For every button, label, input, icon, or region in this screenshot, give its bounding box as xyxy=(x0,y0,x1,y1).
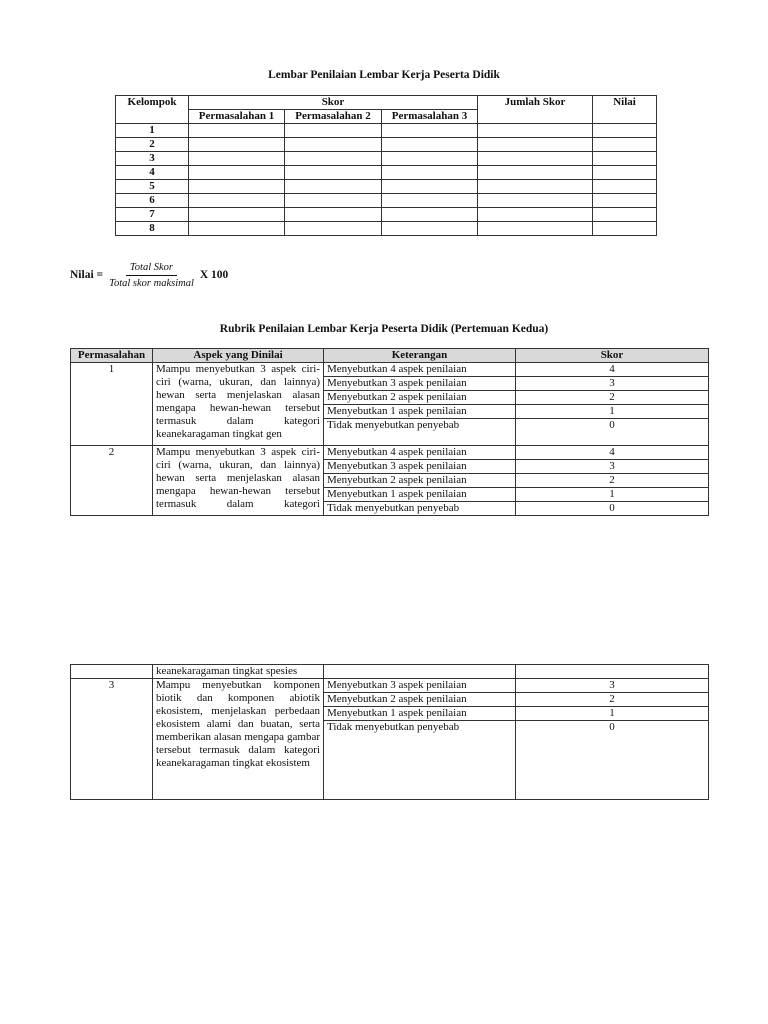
header-skor: Skor xyxy=(189,96,478,110)
score-cell[interactable] xyxy=(285,180,382,194)
header-kelompok: Kelompok xyxy=(116,96,189,124)
rubric-table xyxy=(70,348,709,516)
criteria-text: Menyebutkan 3 aspek penilaian xyxy=(324,460,516,474)
header-aspek: Aspek yang Dinilai xyxy=(153,349,324,363)
score-cell[interactable] xyxy=(189,152,285,166)
score-value: 3 xyxy=(516,460,709,474)
criteria-text: Menyebutkan 2 aspek penilaian xyxy=(324,391,516,405)
group-number: 4 xyxy=(116,166,189,180)
formula-denominator: Total skor maksimal xyxy=(109,277,194,289)
score-cell[interactable] xyxy=(189,138,285,152)
aspect-description: Mampu menyebutkan 3 aspek ciri-ciri (warna, ukuran, dan lainnya) hewan serta menjelaskan alasan mengapa hewan-hewan tersebut termasuk dalam kategori keanekaragaman tingkat gen xyxy=(153,363,324,446)
criteria-text: Tidak menyebutkan penyebab xyxy=(324,502,516,516)
table-row xyxy=(116,152,657,166)
score-value: 1 xyxy=(516,707,709,721)
group-number: 8 xyxy=(116,222,189,236)
table-row xyxy=(116,222,657,236)
criteria-text: Menyebutkan 3 aspek penilaian xyxy=(324,377,516,391)
problem-number: 2 xyxy=(71,446,153,516)
criteria-text: Menyebutkan 2 aspek penilaian xyxy=(324,474,516,488)
score-cell[interactable] xyxy=(285,208,382,222)
criteria-text: Tidak menyebutkan penyebab xyxy=(324,419,516,446)
grade-cell[interactable] xyxy=(593,208,657,222)
score-cell[interactable] xyxy=(382,138,478,152)
header-nilai: Nilai xyxy=(593,96,657,124)
table-row xyxy=(71,665,709,679)
score-value: 1 xyxy=(516,488,709,502)
score-cell[interactable] xyxy=(189,124,285,138)
score-cell[interactable] xyxy=(189,180,285,194)
aspect-description: Mampu menyebutkan komponen biotik dan komponen abiotik ekosistem, menjelaskan perbedaan ekosistem alami dan buatan, serta memberikan alasan mengapa gambar tersebut termasuk dalam kategori keanekaragaman tingkat ekosistem xyxy=(153,679,324,800)
table-row xyxy=(71,446,709,460)
score-cell[interactable] xyxy=(285,222,382,236)
total-cell[interactable] xyxy=(478,138,593,152)
table-row xyxy=(71,363,709,377)
header-keterangan: Keterangan xyxy=(324,349,516,363)
rubric-title: Rubrik Penilaian Lembar Kerja Peserta Didik (Pertemuan Kedua) xyxy=(219,323,549,335)
group-number: 7 xyxy=(116,208,189,222)
score-cell[interactable] xyxy=(382,208,478,222)
table-row xyxy=(116,180,657,194)
table-row xyxy=(71,679,709,693)
problem-number: 1 xyxy=(71,363,153,446)
grade-formula xyxy=(70,258,228,292)
score-cell[interactable] xyxy=(189,208,285,222)
group-number: 2 xyxy=(116,138,189,152)
score-table xyxy=(115,95,657,236)
group-number: 5 xyxy=(116,180,189,194)
criteria-text: Menyebutkan 1 aspek penilaian xyxy=(324,488,516,502)
table-row xyxy=(116,124,657,138)
total-cell[interactable] xyxy=(478,124,593,138)
formula-lhs: Nilai = xyxy=(70,269,104,281)
score-cell[interactable] xyxy=(189,166,285,180)
total-cell[interactable] xyxy=(478,152,593,166)
total-cell[interactable] xyxy=(478,194,593,208)
header-permasalahan-1: Permasalahan 1 xyxy=(189,110,285,124)
score-value: 2 xyxy=(516,693,709,707)
grade-cell[interactable] xyxy=(593,152,657,166)
grade-cell[interactable] xyxy=(593,180,657,194)
header-permasalahan: Permasalahan xyxy=(71,349,153,363)
score-cell[interactable] xyxy=(382,124,478,138)
header-jumlah-skor: Jumlah Skor xyxy=(478,96,593,124)
table-row xyxy=(116,194,657,208)
formula-fraction xyxy=(107,261,196,290)
total-cell[interactable] xyxy=(478,222,593,236)
score-cell[interactable] xyxy=(285,194,382,208)
score-cell[interactable] xyxy=(382,166,478,180)
score-cell[interactable] xyxy=(189,194,285,208)
table-row xyxy=(116,138,657,152)
score-value: 2 xyxy=(516,391,709,405)
aspect-description: Mampu menyebutkan 3 aspek ciri-ciri (warna, ukuran, dan lainnya) hewan serta menjelaskan alasan mengapa hewan-hewan tersebut termasuk dalam kategori xyxy=(153,446,324,516)
criteria-text: Menyebutkan 3 aspek penilaian xyxy=(324,679,516,693)
score-value: 0 xyxy=(516,721,709,800)
score-sheet-title: Lembar Penilaian Lembar Kerja Peserta Didik xyxy=(268,69,500,81)
group-number: 3 xyxy=(116,152,189,166)
score-value: 0 xyxy=(516,419,709,446)
score-value xyxy=(516,665,709,679)
score-value: 4 xyxy=(516,446,709,460)
table-row xyxy=(116,208,657,222)
criteria-text: Menyebutkan 1 aspek penilaian xyxy=(324,707,516,721)
score-cell[interactable] xyxy=(189,222,285,236)
score-cell[interactable] xyxy=(285,166,382,180)
grade-cell[interactable] xyxy=(593,166,657,180)
table-row xyxy=(116,166,657,180)
group-number: 1 xyxy=(116,124,189,138)
grade-cell[interactable] xyxy=(593,124,657,138)
grade-cell[interactable] xyxy=(593,222,657,236)
score-value: 3 xyxy=(516,377,709,391)
aspect-description-continued: keanekaragaman tingkat spesies xyxy=(153,665,324,679)
header-skor: Skor xyxy=(516,349,709,363)
score-cell[interactable] xyxy=(285,138,382,152)
total-cell[interactable] xyxy=(478,208,593,222)
formula-numerator: Total Skor xyxy=(126,261,177,276)
criteria-text: Menyebutkan 4 aspek penilaian xyxy=(324,446,516,460)
header-permasalahan-2: Permasalahan 2 xyxy=(285,110,382,124)
criteria-text: Menyebutkan 2 aspek penilaian xyxy=(324,693,516,707)
criteria-text: Menyebutkan 1 aspek penilaian xyxy=(324,405,516,419)
score-value: 0 xyxy=(516,502,709,516)
group-number: 6 xyxy=(116,194,189,208)
score-cell[interactable] xyxy=(285,124,382,138)
formula-multiplier: X 100 xyxy=(199,269,229,281)
score-value: 2 xyxy=(516,474,709,488)
total-cell[interactable] xyxy=(478,166,593,180)
header-permasalahan-3: Permasalahan 3 xyxy=(382,110,478,124)
total-cell[interactable] xyxy=(478,180,593,194)
score-value: 4 xyxy=(516,363,709,377)
score-cell[interactable] xyxy=(382,194,478,208)
score-cell[interactable] xyxy=(382,222,478,236)
score-cell[interactable] xyxy=(382,180,478,194)
score-cell[interactable] xyxy=(285,152,382,166)
problem-number: 3 xyxy=(71,679,153,800)
grade-cell[interactable] xyxy=(593,138,657,152)
rubric-table-continued xyxy=(70,664,709,800)
score-cell[interactable] xyxy=(382,152,478,166)
problem-number xyxy=(71,665,153,679)
grade-cell[interactable] xyxy=(593,194,657,208)
score-value: 3 xyxy=(516,679,709,693)
criteria-text: Tidak menyebutkan penyebab xyxy=(324,721,516,800)
criteria-text: Menyebutkan 4 aspek penilaian xyxy=(324,363,516,377)
criteria-text xyxy=(324,665,516,679)
score-value: 1 xyxy=(516,405,709,419)
